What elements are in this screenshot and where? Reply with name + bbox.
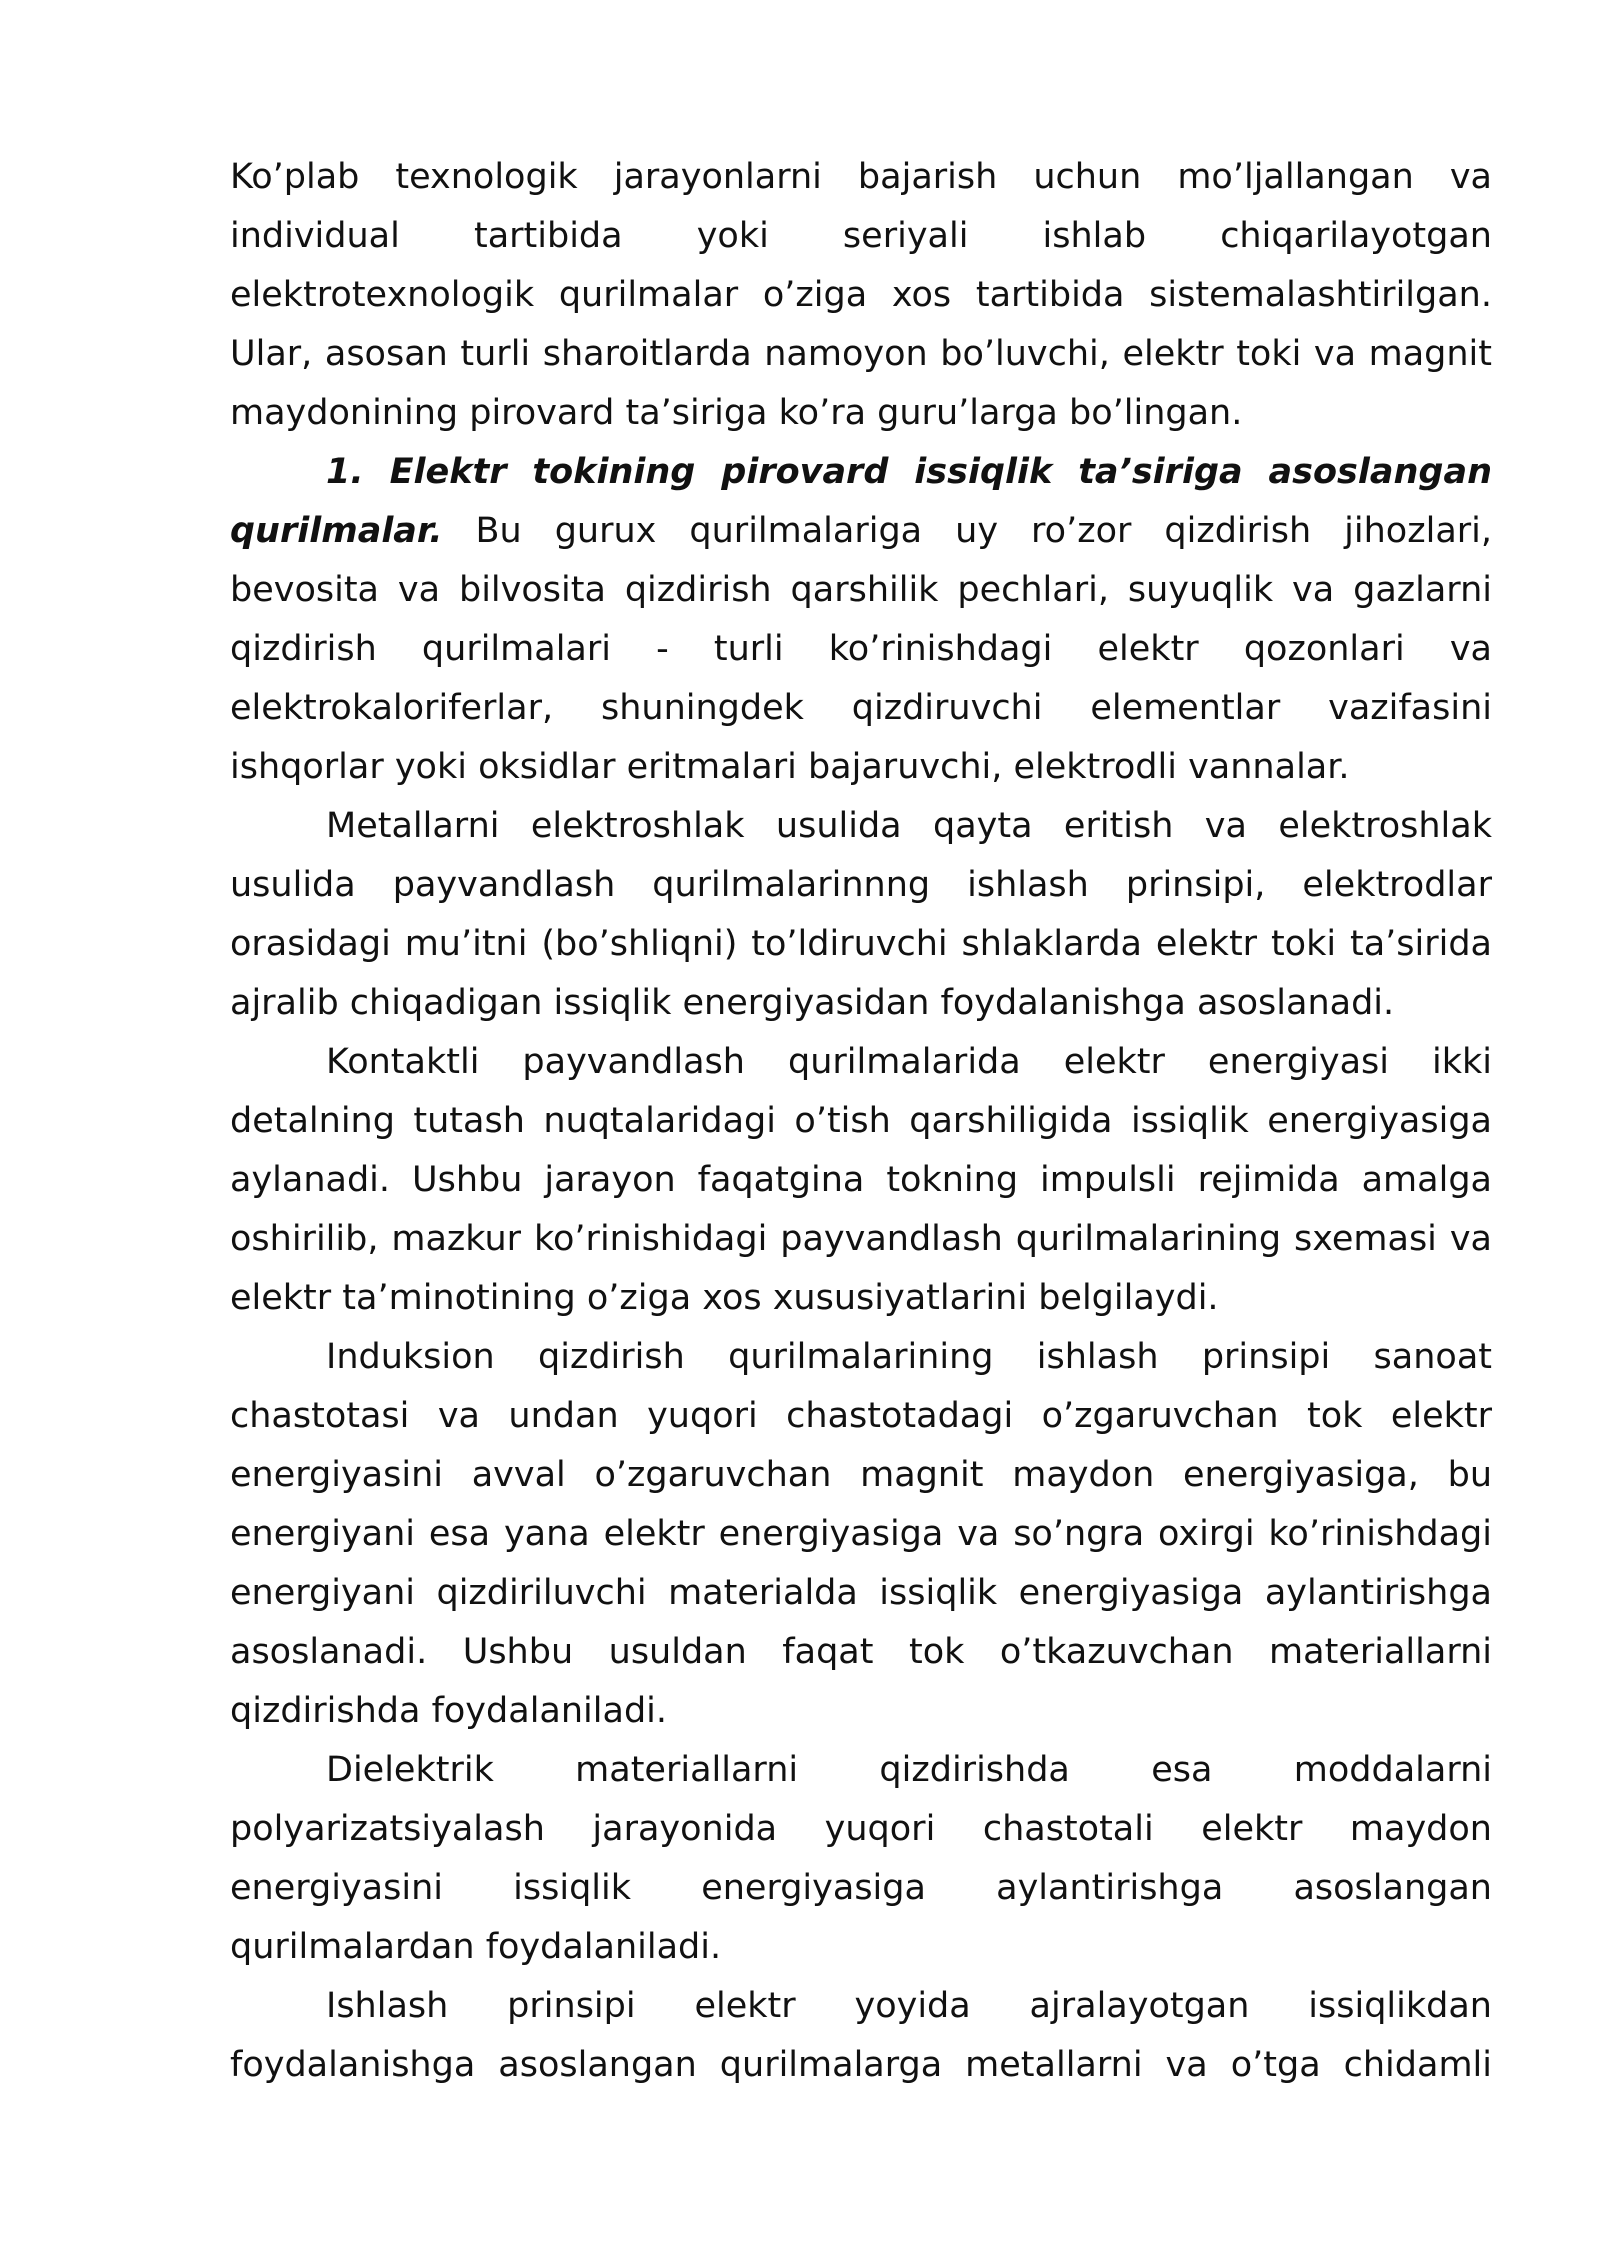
document-body — [230, 148, 1492, 2095]
paragraph-5 — [230, 1328, 1492, 1741]
paragraph-7 — [230, 1977, 1492, 2095]
paragraph-5-text: Induksion qizdirish qurilmalarining ishlash prinsipi sanoat chastotasi va undan yuqori chastotadagi o’zgaruvchan tok elektr energiyasini avval o’zgaruvchan magnit maydon energiyasiga, bu energiyani esa yana elektr energiyasiga va so’ngra oxirgi ko’rinishdagi energiyani qizdiriluvchi materialda issiqlik energiyasiga aylantirishga asoslanadi. Ushbu usuldan faqat tok o’tkazuvchan materiallarni qizdirishda foydalaniladi. — [230, 1337, 1492, 1731]
paragraph-3 — [230, 797, 1492, 1033]
paragraph-6-text: Dielektrik materiallarni qizdirishda esa moddalarni polyarizatsiyalash jarayonida yuqori chastotali elektr maydon energiyasini issiqlik energiyasiga aylantirishga asoslangan qurilmalardan foydalaniladi. — [230, 1750, 1492, 1967]
paragraph-7-text: Ishlash prinsipi elektr yoyida ajralayotgan issiqlikdan foydalanishga asoslangan qurilmalarga metallarni va o’tga chidamli — [230, 1986, 1492, 2085]
paragraph-6 — [230, 1741, 1492, 1977]
paragraph-1-text: Ko’plab texnologik jarayonlarni bajarish uchun mo’ljallangan va individual tartibida yoki seriyali ishlab chiqarilayotgan elektrotexnologik qurilmalar o’ziga xos tartibida sistemalashtirilgan. Ular, asosan turli sharoitlarda namoyon bo’luvchi, elektr toki va magnit maydonining pirovard ta’siriga ko’ra guru’larga bo’lingan. — [230, 157, 1492, 433]
paragraph-1 — [230, 148, 1492, 443]
paragraph-3-text: Metallarni elektroshlak usulida qayta eritish va elektroshlak usulida payvandlash qurilmalarinnng ishlash prinsipi, elektrodlar orasidagi mu’itni (bo’shliqni) to’ldiruvchi shlaklarda elektr toki ta’sirida ajralib chiqadigan issiqlik energiyasidan foydalanishga asoslanadi. — [230, 806, 1492, 1023]
paragraph-4 — [230, 1033, 1492, 1328]
paragraph-4-text: Kontaktli payvandlash qurilmalarida elektr energiyasi ikki detalning tutash nuqtalaridagi o’tish qarshiligida issiqlik energiyasiga aylanadi. Ushbu jarayon faqatgina tokning impulsli rejimida amalga oshirilib, mazkur ko’rinishidagi payvandlash qurilmalarining sxemasi va elektr ta’minotining o’ziga xos xususiyatlarini belgilaydi. — [230, 1042, 1492, 1318]
paragraph-2 — [230, 443, 1492, 797]
paragraph-2-text: Bu gurux qurilmalariga uy ro’zor qizdirish jihozlari, bevosita va bilvosita qizdirish qarshilik pechlari, suyuqlik va gazlarni qizdirish qurilmalari - turli ko’rinishdagi elektr qozonlari va elektrokaloriferlar, shuningdek qizdiruvchi elementlar vazifasini ishqorlar yoki oksidlar eritmalari bajaruvchi, elektrodli vannalar. — [230, 511, 1492, 787]
section-heading: 1. Elektr tokining pirovard issiqlik ta’siriga asoslangan qurilmalar. — [230, 452, 1492, 551]
